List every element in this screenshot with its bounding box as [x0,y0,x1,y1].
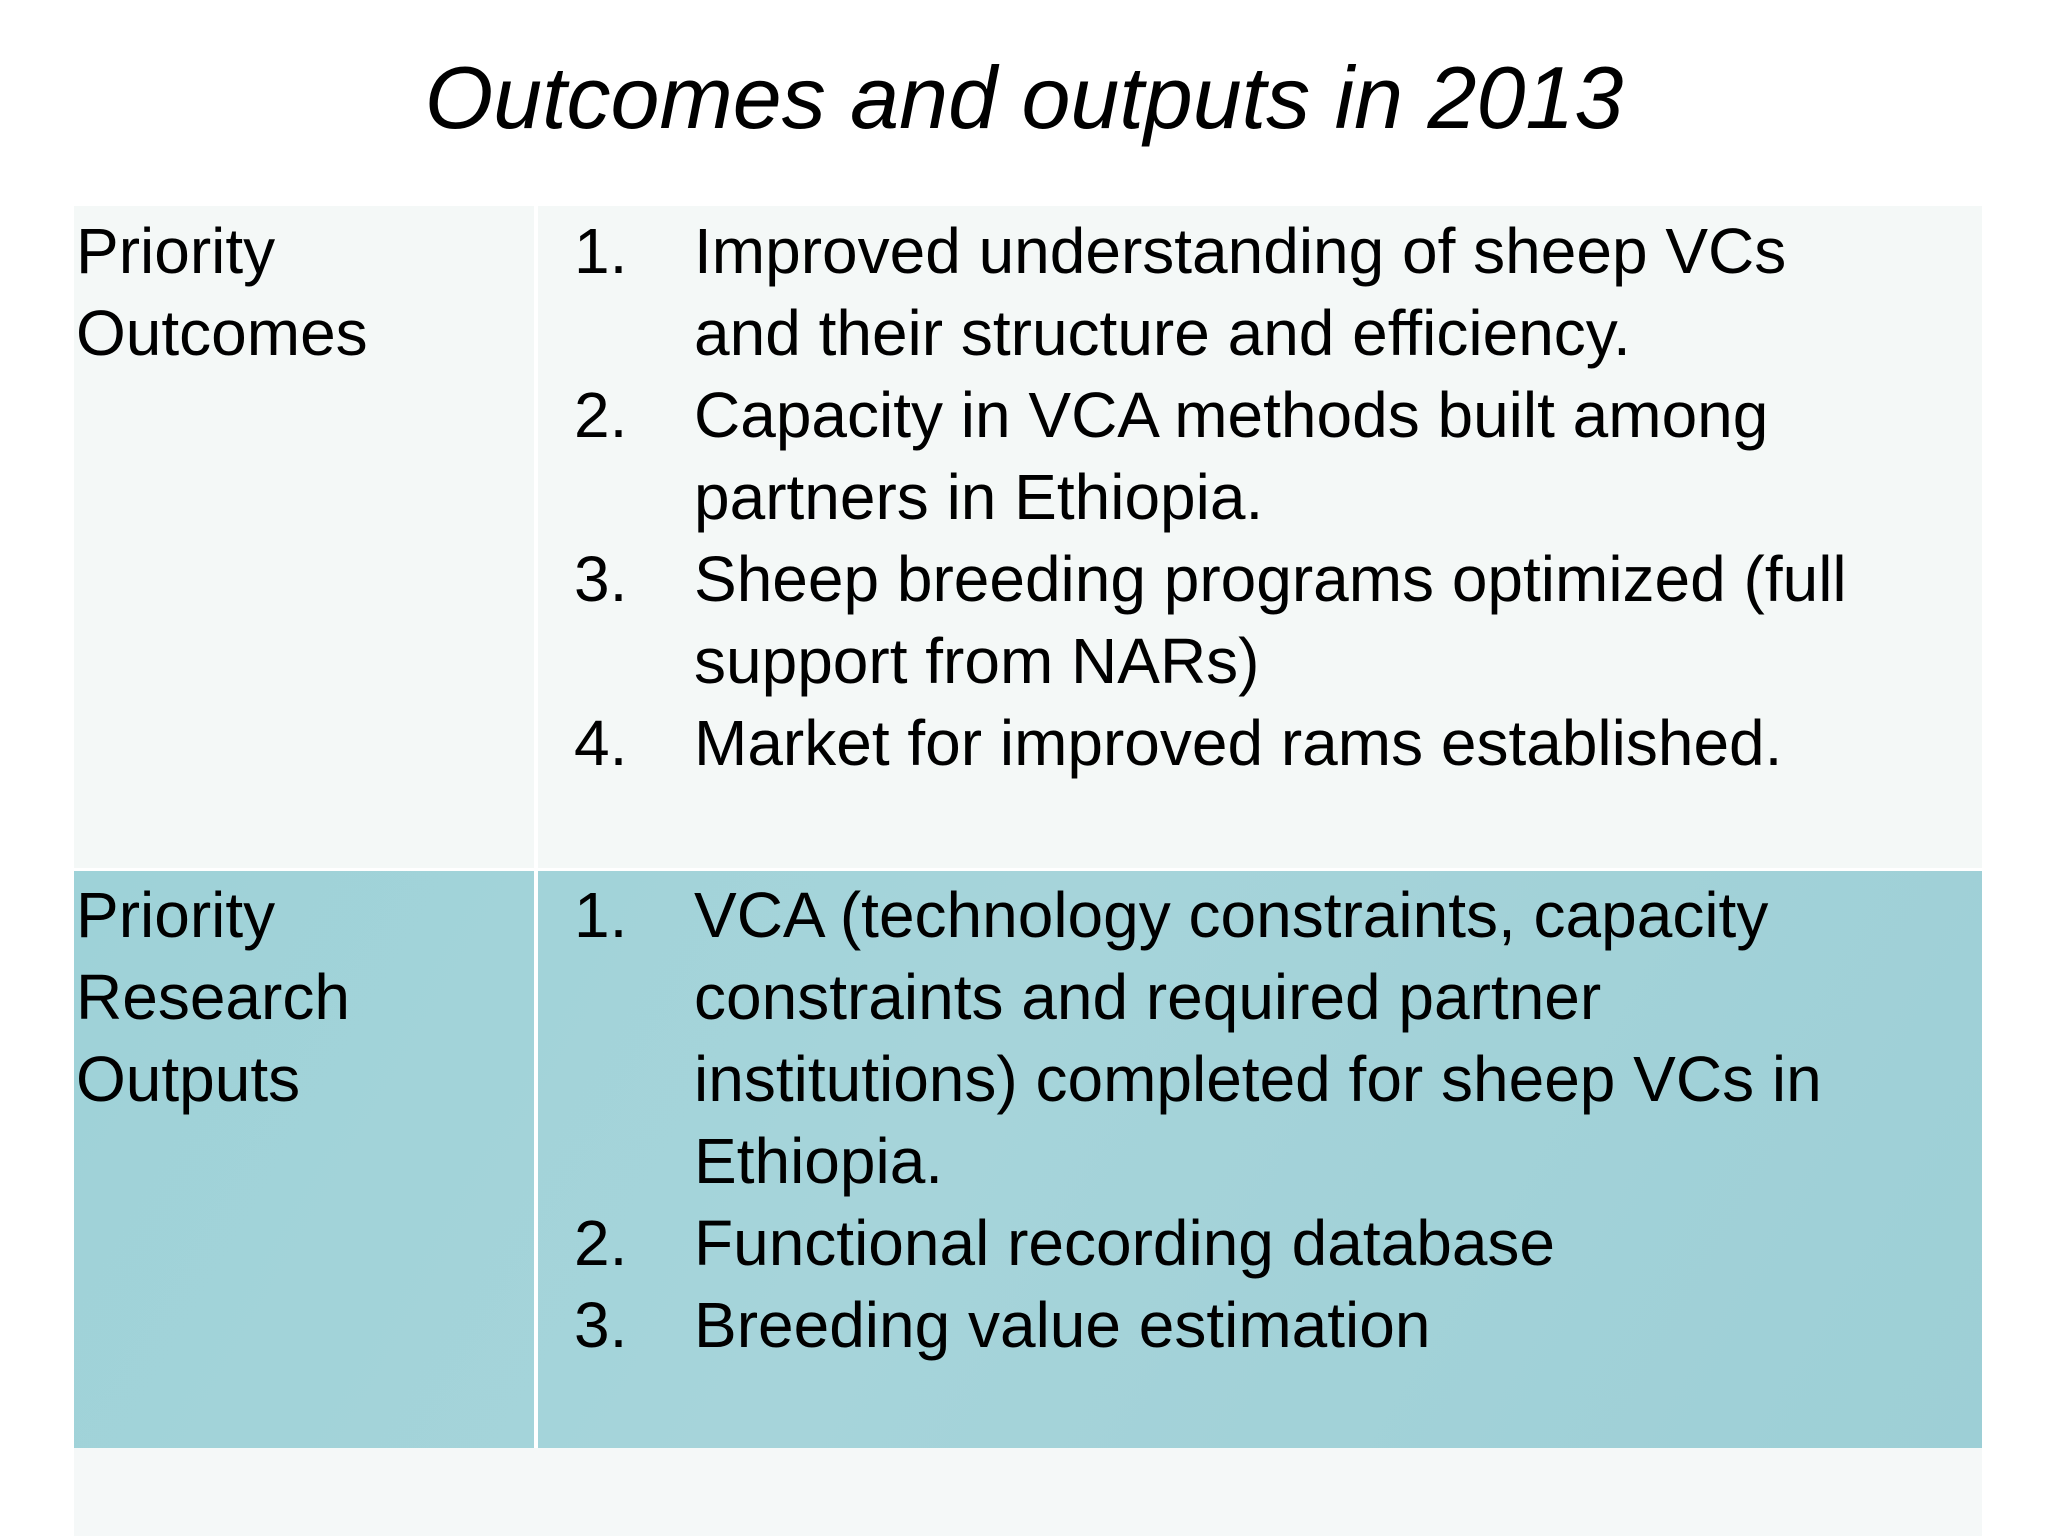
slide-title: Outcomes and outputs in 2013 [424,48,1624,147]
list-item-line: Breeding value estimation [694,1289,1431,1361]
list-item [574,1284,1974,1366]
row-label-line: Outcomes [76,297,368,369]
list-item [574,874,1974,1202]
row-label-line: Outputs [76,1043,301,1115]
list-item-line: Sheep breeding programs optimized (full [694,543,1847,615]
list-item-line: Functional recording database [694,1207,1555,1279]
list-item-number: 3. [574,1289,628,1361]
list-item-number: 2. [574,379,628,451]
list-item-line: Capacity in VCA methods built among [694,379,1769,451]
list-item-line: VCA (technology constraints, capacity [694,879,1769,951]
list-item-line: partners in Ethiopia. [694,461,1264,533]
list-item-line: Improved understanding of sheep VCs [694,215,1787,287]
column-divider [534,870,538,1448]
list-item-number: 3. [574,543,628,615]
row-label-line: Priority [76,215,276,287]
list-item [574,702,1974,784]
list-item-line: constraints and required partner [694,961,1602,1033]
list-item [574,1202,1974,1284]
row-label-line: Research [76,961,350,1033]
table-row-priority-research-outputs [74,870,1982,1448]
row-label-priority-research-outputs [76,874,516,1120]
list-item-line: Ethiopia. [694,1125,944,1197]
row-label-priority-outcomes [76,210,516,374]
column-divider [534,206,538,870]
outcomes-list [574,210,1974,784]
row-label-line: Priority [76,879,276,951]
outputs-list [574,874,1974,1366]
bottom-band [74,1448,1982,1536]
table-row-priority-outcomes [74,206,1982,870]
outcomes-outputs-table [74,206,1982,1448]
list-item-line: Market for improved rams established. [694,707,1783,779]
row-separator [74,868,1982,871]
list-item-number: 2. [574,1207,628,1279]
list-item [574,374,1974,538]
list-item-number: 1. [574,879,628,951]
list-item-line: and their structure and efficiency. [694,297,1631,369]
list-item-line: support from NARs) [694,625,1260,697]
list-item [574,210,1974,374]
list-item-number: 4. [574,707,628,779]
list-item [574,538,1974,702]
list-item-number: 1. [574,215,628,287]
list-item-line: institutions) completed for sheep VCs in [694,1043,1822,1115]
